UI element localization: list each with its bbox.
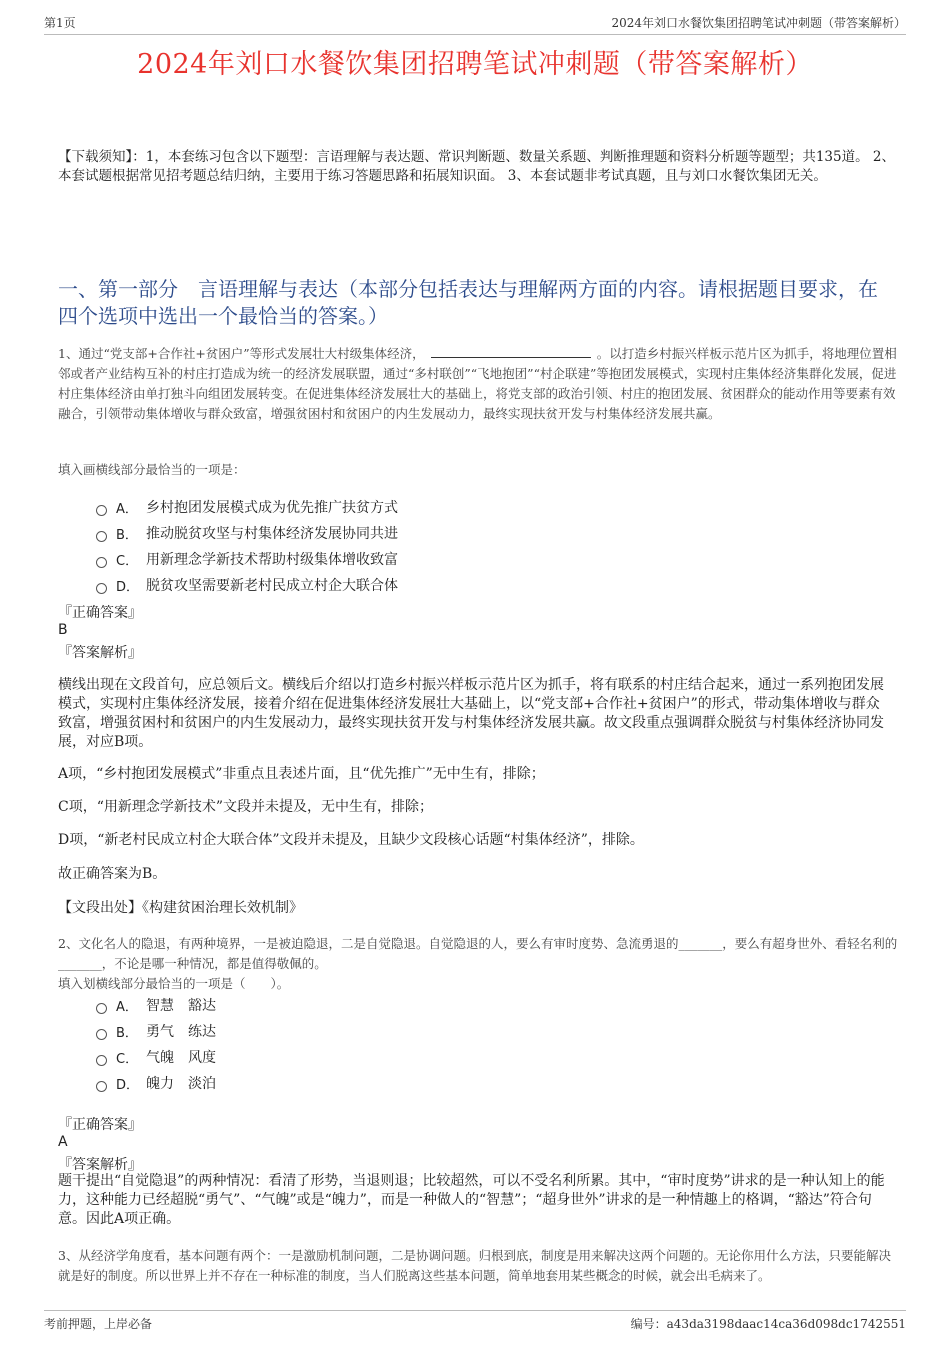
option-text: 用新理念学新技术帮助村级集体增收致富 [146,552,398,568]
option-d[interactable] [96,1070,216,1096]
option-letter: C． [116,1051,139,1067]
correct-answer-label: 『正确答案』 [58,1117,142,1133]
page-footer [44,1310,906,1332]
option-b[interactable] [96,1018,216,1044]
option-c[interactable] [96,546,398,572]
document-title: 2024年刘口水餐饮集团招聘笔试冲刺题（带答案解析） [137,49,813,80]
radio-icon[interactable] [96,557,107,568]
option-letter: B． [116,1025,138,1041]
answer-blank [431,345,591,358]
option-text: 推动脱贫攻坚与村集体经济发展协同共进 [146,526,398,542]
option-letter: C． [116,553,139,569]
radio-icon[interactable] [96,1081,107,1092]
correct-answer: A [58,1134,68,1150]
option-text: 乡村抱团发展模式成为优先推广扶贫方式 [146,500,398,516]
question-1-text-after: 。以打造乡村振兴样板示范片区为抓手，将地理位置相邻或者产业结构互补的村庄打造成为统一的经济发展联盟，通过“多村联创”“飞地抱团”“村企联建”等抱团发展模式，实现村庄集体经济集群化发展，促进村庄集体经济由单打独斗向组团发展转变。在促进集体经济发展壮大的基础上，将党支部的政治引领、村庄的抱团发展、贫困群众的能动作用等要素有效融合，引领带动集体增收与群众致富，增强贫困村和贫困户的内生发展动力，最终实现扶贫开发与村集体经济发展共赢。 [58,346,897,421]
analysis-label: 『答案解析』 [58,645,142,661]
option-letter: D． [116,1077,140,1093]
correct-answer-label: 『正确答案』 [58,605,142,621]
question-2-options [96,992,216,1096]
radio-icon[interactable] [96,1003,107,1014]
question-2-text: 2、文化名人的隐退，有两种境界，一是被迫隐退，二是自觉隐退。自觉隐退的人，要么有审时度势、急流勇退的_______，要么有超身世外、看轻名利的_______，不论是哪一种情况，都是值得敬佩的。 [58,936,898,971]
document-id: 编号：a43da3198daac14ca36d098dc1742551 [630,1317,906,1331]
question-1-text-before: 1、通过“党支部+合作社+贫困户”等形式发展壮大村级集体经济， [58,346,425,361]
option-a[interactable] [96,494,398,520]
option-text: 魄力 淡泊 [146,1076,216,1092]
option-a[interactable] [96,992,216,1018]
analysis-paragraph: 横线出现在文段首句，应总领后文。横线后介绍以打造乡村振兴样板示范片区为抓手，将有联系的村庄结合起来，通过一系列抱团发展模式，实现村庄集体经济发展，接着介绍在促进集体经济发展壮大基础上，以“党支部+合作社+贫困户”的形式，带动集体增收与群众致富，增强贫困村和贫困户的内生发展动力，最终实现扶贫开发与村集体经济发展共赢。故文段重点强调群众脱贫与村集体经济协同发展，对应B项。 [58,677,884,750]
option-b[interactable] [96,520,398,546]
analysis-paragraph: 故正确答案为B。 [58,866,167,882]
analysis-paragraph: C项，“用新理念学新技术”文段并未提及，无中生有，排除； [58,799,434,815]
option-text: 气魄 风度 [146,1050,216,1066]
radio-icon[interactable] [96,1029,107,1040]
option-letter: D． [116,579,140,595]
question-1-options [96,494,398,598]
question-2-instruction: 填入划横线部分最恰当的一项是（ ）。 [58,976,290,991]
page-header [44,14,906,35]
analysis-paragraph: D项，“新老村民成立村企大联合体”文段并未提及，且缺少文段核心话题“村集体经济”，排除。 [58,832,644,848]
analysis-paragraph: A项，“乡村抱团发展模式”非重点且表述片面，且“优先推广”无中生有，排除； [58,766,545,782]
question-1-text [58,344,900,424]
option-c[interactable] [96,1044,216,1070]
analysis-paragraph: 题干提出“自觉隐退”的两种情况：看清了形势，当退则退；比较超然，可以不受名利所累。其中，“审时度势”讲求的是一种认知上的能力，这种能力已经超脱“勇气”、“气魄”或是“魄力”，而是一种做人的“智慧”；“超身世外”讲求的是一种情趣上的格调，“豁达”符合句意。因此A项正确。 [58,1173,885,1227]
download-notice: 【下载须知】：1，本套练习包含以下题型：言语理解与表达题、常识判断题、数量关系题、判断推理题和资料分析题等题型；共135道。 2、本套试题根据常见招考题总结归纳，主要用于练习答题思路和拓展知识面。 3、本套试题非考试真题，且与刘口水餐饮集团无关。 [58,149,895,184]
radio-icon[interactable] [96,531,107,542]
option-d[interactable] [96,572,398,598]
option-text: 智慧 豁达 [146,998,216,1014]
analysis-label: 『答案解析』 [58,1157,142,1173]
option-letter: A． [116,999,138,1015]
option-text: 勇气 练达 [146,1024,216,1040]
radio-icon[interactable] [96,583,107,594]
option-letter: B． [116,527,138,543]
source-citation: 【文段出处】《构建贫困治理长效机制》 [58,900,303,916]
option-text: 脱贫攻坚需要新老村民成立村企大联合体 [146,578,398,594]
radio-icon[interactable] [96,505,107,516]
radio-icon[interactable] [96,1055,107,1066]
header-doc-title: 2024年刘口水餐饮集团招聘笔试冲刺题（带答案解析） [611,16,906,30]
option-letter: A． [116,501,138,517]
correct-answer: B [58,622,68,638]
footer-slogan: 考前押题，上岸必备 [44,1317,153,1331]
question-3-text: 3、从经济学角度看，基本问题有两个：一是激励机制问题，二是协调问题。归根到底，制度是用来解决这两个问题的。无论你用什么方法，只要能解决就是好的制度。所以世界上并不存在一种标准的制度，当人们脱离这些基本问题，简单地套用某些概念的时候，就会出毛病来了。 [58,1248,891,1283]
page-number: 第1页 [44,16,76,30]
section-heading: 一、第一部分 言语理解与表达（本部分包括表达与理解两方面的内容。请根据题目要求，在四个选项中选出一个最恰当的答案。） [58,277,878,328]
question-1-instruction: 填入画横线部分最恰当的一项是： [58,462,246,477]
